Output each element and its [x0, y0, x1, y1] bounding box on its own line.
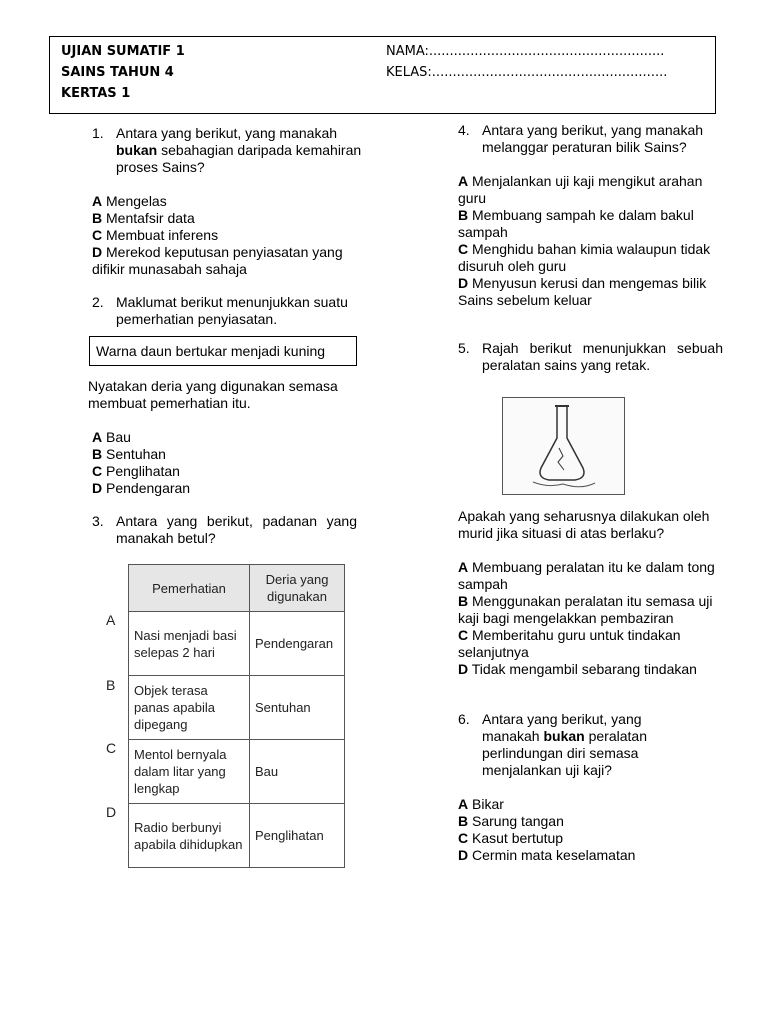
- table-header-row: [129, 565, 345, 612]
- exam-title: UJIAN SUMATIF 1: [61, 44, 185, 59]
- table-cell: Sentuhan: [250, 676, 345, 740]
- question-1: [92, 125, 362, 278]
- option-a[interactable]: A Membuang peralatan itu ke dalam tong sampah: [458, 559, 715, 592]
- exam-header: [49, 36, 716, 114]
- option-c[interactable]: C Kasut bertutup: [458, 830, 564, 846]
- question-text: Maklumat berikut menunjukkan suatu pemerhatian penyiasatan.: [116, 294, 348, 327]
- cracked-flask-figure: [502, 397, 625, 495]
- option-c[interactable]: C Memberitahu guru untuk tindakan selanjutnya: [458, 627, 681, 660]
- table-cell: Objek terasa panas apabila dipegang: [129, 676, 250, 740]
- row-label-a: A: [106, 612, 116, 628]
- question-text: Antara yang berikut, padanan yang manakah betul?: [116, 513, 357, 546]
- option-b[interactable]: B Sentuhan: [92, 446, 166, 462]
- table-row[interactable]: [129, 612, 345, 676]
- question-text: Antara yang berikut, yang manakah bukan peralatan perlindungan diri semasa menjalankan uji kaji?: [482, 711, 647, 778]
- question-4: [458, 122, 726, 309]
- option-c[interactable]: C Penglihatan: [92, 463, 180, 479]
- question-prompt: Apakah yang seharusnya dilakukan oleh murid jika situasi di atas berlaku?: [458, 508, 710, 541]
- question-number: 2.: [92, 294, 104, 310]
- option-c[interactable]: C Membuat inferens: [92, 227, 219, 243]
- option-b[interactable]: B Mentafsir data: [92, 210, 195, 226]
- exam-paper: KERTAS 1: [61, 86, 131, 101]
- question-number: 4.: [458, 122, 470, 138]
- table-cell: Nasi menjadi basi selepas 2 hari: [129, 612, 250, 676]
- exam-subject: SAINS TAHUN 4: [61, 65, 174, 80]
- option-a[interactable]: A Mengelas: [92, 193, 167, 209]
- observation-box: Warna daun bertukar menjadi kuning: [89, 336, 357, 366]
- class-field[interactable]: KELAS:.........................................................: [386, 65, 668, 80]
- option-a[interactable]: A Menjalankan uji kaji mengikut arahan guru: [458, 173, 703, 206]
- question-number: 6.: [458, 711, 470, 727]
- option-a[interactable]: A Bau: [92, 429, 131, 445]
- table-header: Deria yang digunakan: [250, 565, 345, 612]
- row-label-c: C: [106, 740, 117, 756]
- table-row[interactable]: [129, 804, 345, 868]
- option-b[interactable]: B Sarung tangan: [458, 813, 564, 829]
- question-3: [92, 513, 357, 547]
- table-cell: Mentol bernyala dalam litar yang lengkap: [129, 740, 250, 804]
- row-label-d: D: [106, 804, 117, 820]
- flask-icon: [503, 398, 624, 494]
- table-row[interactable]: [129, 740, 345, 804]
- option-d[interactable]: D Menyusun kerusi dan mengemas bilik Sains sebelum keluar: [458, 275, 707, 308]
- row-label-b: B: [106, 677, 116, 693]
- question-2: [92, 294, 354, 328]
- name-field[interactable]: NAMA:.........................................................: [386, 44, 665, 59]
- table-cell: Penglihatan: [250, 804, 345, 868]
- option-a[interactable]: A Bikar: [458, 796, 504, 812]
- question-number: 3.: [92, 513, 104, 529]
- question-text: Antara yang berikut, yang manakah melanggar peraturan bilik Sains?: [482, 122, 704, 155]
- question-number: 5.: [458, 340, 470, 356]
- table-cell: Bau: [250, 740, 345, 804]
- table-header: Pemerhatian: [129, 565, 250, 612]
- table-row[interactable]: [129, 676, 345, 740]
- option-c[interactable]: C Menghidu bahan kimia walaupun tidak disuruh oleh guru: [458, 241, 711, 274]
- option-d[interactable]: D Merekod keputusan penyiasatan yang difikir munasabah sahaja: [92, 244, 343, 277]
- option-b[interactable]: B Membuang sampah ke dalam bakul sampah: [458, 207, 694, 240]
- option-d[interactable]: D Tidak mengambil sebarang tindakan: [458, 661, 697, 677]
- question-2-body: [88, 378, 358, 497]
- table-cell: Radio berbunyi apabila dihidupkan: [129, 804, 250, 868]
- option-d[interactable]: D Pendengaran: [92, 480, 191, 496]
- question-6: [458, 711, 698, 864]
- question-prompt: Nyatakan deria yang digunakan semasa membuat pemerhatian itu.: [88, 378, 338, 411]
- option-d[interactable]: D Cermin mata keselamatan: [458, 847, 636, 863]
- question-text: Antara yang berikut, yang manakah bukan sebahagian daripada kemahiran proses Sains?: [116, 125, 362, 175]
- table-cell: Pendengaran: [250, 612, 345, 676]
- question-5: [458, 340, 723, 374]
- question-number: 1.: [92, 125, 104, 141]
- question-5-body: [458, 508, 726, 678]
- question-text: Rajah berikut menunjukkan sebuah peralatan sains yang retak.: [482, 340, 723, 373]
- observation-table: [128, 564, 345, 868]
- option-b[interactable]: B Menggunakan peralatan itu semasa uji kaji bagi mengelakkan pembaziran: [458, 593, 713, 626]
